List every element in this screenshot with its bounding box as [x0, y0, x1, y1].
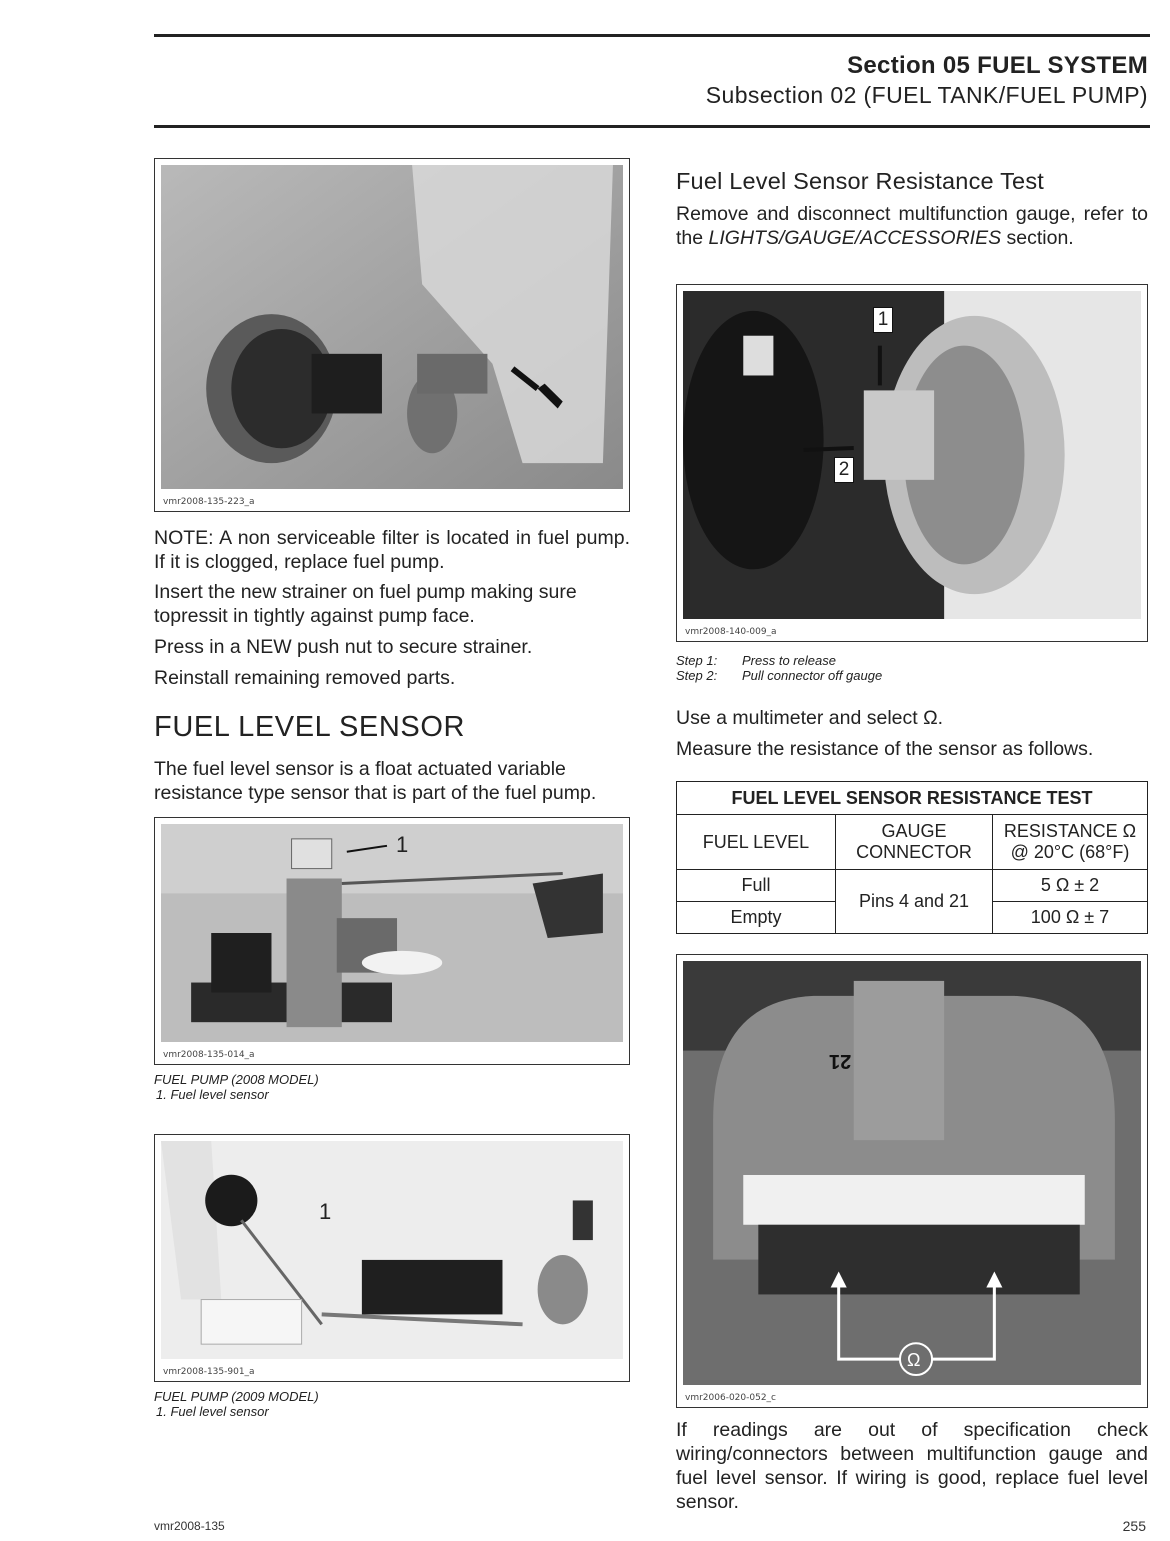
caption-title: FUEL PUMP (2009 MODEL)	[154, 1389, 319, 1404]
col-gauge-connector-l1: GAUGE	[881, 821, 947, 841]
figure-strainer	[154, 158, 630, 512]
col-resistance	[993, 815, 1148, 870]
callout-1: 1	[873, 307, 893, 333]
table-header-row	[677, 815, 1148, 870]
step-1-text: Press to release	[742, 653, 836, 668]
caption-title: FUEL PUMP (2008 MODEL)	[154, 1072, 319, 1087]
text: section.	[1001, 227, 1074, 249]
step-1-caption	[676, 653, 1148, 668]
header-rule	[154, 125, 1150, 128]
strainer-paragraph: Insert the new strainer on fuel pump making sure topressit in tightly against pump face.	[154, 581, 577, 627]
readings-paragraph: If readings are out of specification check wiring/connectors between multifunction gauge and fuel level sensor. If wiring is good, replace fuel level sensor.	[676, 1419, 1148, 1513]
section-title: Section 05 FUEL SYSTEM	[847, 52, 1148, 79]
pin-21-label: 21	[829, 1050, 852, 1072]
figure-connector-pins	[676, 954, 1148, 1408]
step-2-caption	[676, 668, 1148, 683]
caption-item: 1. Fuel level sensor	[156, 1404, 269, 1419]
cell-res-full: 5 Ω ± 2	[993, 870, 1148, 902]
col-resistance-l2: @ 20°C (68°F)	[1010, 842, 1130, 862]
figure-gauge-connector	[676, 284, 1148, 642]
figure-code: vmr2008-140-009_a	[685, 627, 777, 637]
sensor-intro-paragraph: The fuel level sensor is a float actuated variable resistance type sensor that is part of the fuel pump.	[154, 758, 597, 804]
table-row	[677, 870, 1148, 902]
callout-1: 1	[396, 832, 409, 857]
fuel-pump-2008-photo	[161, 824, 623, 1042]
col-fuel-level: FUEL LEVEL	[677, 815, 836, 870]
reinstall-paragraph: Reinstall remaining removed parts.	[154, 667, 456, 689]
table-title-row	[677, 782, 1148, 815]
col-resistance-l1: RESISTANCE Ω	[1003, 821, 1137, 841]
figure-fuel-pump-2009	[154, 1134, 630, 1382]
fuel-level-sensor-heading: FUEL LEVEL SENSOR	[154, 711, 466, 743]
figure-fuel-pump-2008	[154, 817, 630, 1065]
figure-code: vmr2006-020-052_c	[685, 1393, 776, 1403]
figure-code: vmr2008-135-223_a	[163, 497, 255, 507]
subsection-title: Subsection 02 (FUEL TANK/FUEL PUMP)	[705, 82, 1148, 108]
step-2-label: Step 2:	[676, 668, 718, 683]
cell-connector: Pins 4 and 21	[836, 870, 993, 934]
push-nut-paragraph: Press in a NEW push nut to secure strainer.	[154, 636, 533, 658]
top-rule	[154, 34, 1150, 37]
section-reference: LIGHTS/GAUGE/ACCESSORIES	[708, 227, 1002, 249]
gauge-connector-photo	[683, 291, 1141, 619]
remove-gauge-paragraph	[676, 202, 1148, 250]
figure-code: vmr2008-135-901_a	[163, 1367, 255, 1377]
note-paragraph: NOTE: A non serviceable filter is located in fuel pump. If it is clogged, replace fuel pump.	[154, 527, 630, 573]
caption-item: 1. Fuel level sensor	[156, 1087, 269, 1102]
strainer-photo	[161, 165, 623, 489]
resistance-test-heading: Fuel Level Sensor Resistance Test	[676, 168, 1044, 194]
cell-level-full: Full	[677, 870, 836, 902]
figure-code: vmr2008-135-014_a	[163, 1050, 255, 1060]
fuel-pump-2009-photo	[161, 1141, 623, 1359]
text: Remove and disconnect multifunction gauge, refer to the	[676, 203, 1148, 249]
col-gauge-connector	[836, 815, 993, 870]
step-1-label: Step 1:	[676, 653, 718, 668]
cell-level-empty: Empty	[677, 902, 836, 934]
multimeter-paragraph: Use a multimeter and select Ω.	[676, 707, 944, 729]
callout-2: 2	[834, 457, 854, 483]
ohm-symbol: Ω	[907, 1350, 921, 1370]
document-code: vmr2008-135	[154, 1519, 225, 1533]
resistance-table	[676, 781, 1148, 934]
col-gauge-connector-l2: CONNECTOR	[856, 842, 972, 862]
step-2-text: Pull connector off gauge	[742, 668, 883, 683]
table-title: FUEL LEVEL SENSOR RESISTANCE TEST	[677, 782, 1148, 815]
callout-1: 1	[319, 1199, 332, 1224]
cell-res-empty: 100 Ω ± 7	[993, 902, 1148, 934]
connector-pins-photo	[683, 961, 1141, 1385]
measure-paragraph: Measure the resistance of the sensor as follows.	[676, 738, 1094, 760]
page-number: 255	[1122, 1518, 1146, 1534]
